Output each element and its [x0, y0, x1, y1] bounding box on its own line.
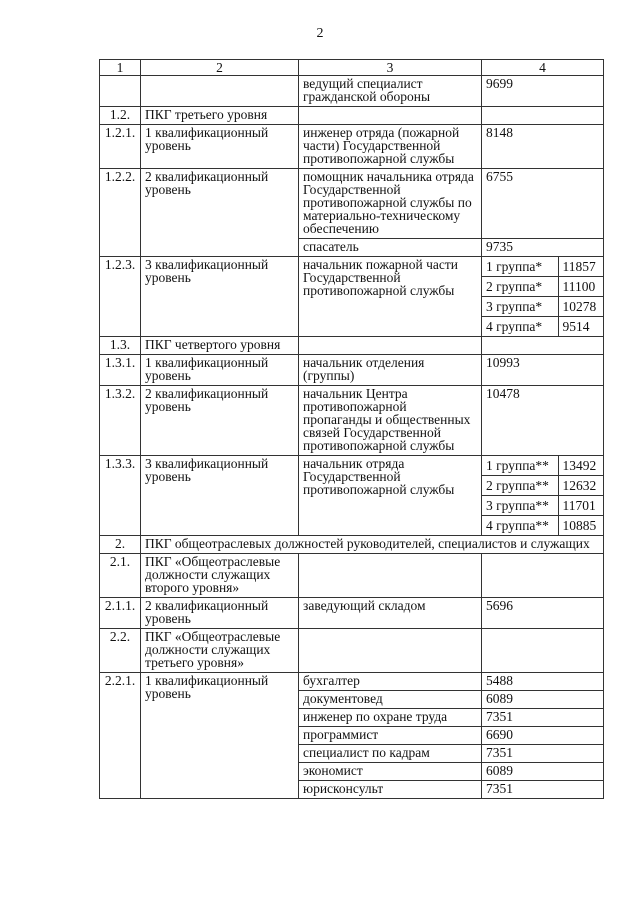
group-salary: 11857 [558, 257, 603, 277]
group-row [482, 297, 603, 317]
row-number [100, 76, 141, 107]
salary-table [99, 59, 604, 799]
row-number: 1.2. [100, 107, 141, 125]
table-row [100, 76, 604, 107]
group-row [482, 317, 603, 337]
table-row [100, 355, 604, 386]
salary-cell: 9735 [482, 239, 604, 257]
position-cell: помощник начальника отряда Государственной противопожарной службы по материально-техническому обеспечению [299, 169, 482, 239]
level-cell: 3 квалификационный уровень [141, 257, 299, 337]
group-salary-table [482, 257, 603, 336]
position-cell: начальник отряда Государственной противопожарной службы [299, 456, 482, 536]
position-cell: специалист по кадрам [299, 745, 482, 763]
row-number: 1.3. [100, 337, 141, 355]
row-number: 2.2.1. [100, 673, 141, 799]
section-title: ПКГ «Общеотраслевые должности служащих второго уровня» [141, 554, 299, 598]
position-cell: заведующий складом [299, 598, 482, 629]
salary-cell: 10993 [482, 355, 604, 386]
row-number: 2.1. [100, 554, 141, 598]
position-cell: юрисконсульт [299, 781, 482, 799]
group-salary: 11701 [558, 496, 603, 516]
group-label: 3 группа* [482, 297, 558, 317]
row-number: 2.2. [100, 629, 141, 673]
group-label: 4 группа* [482, 317, 558, 337]
salary-cell: 8148 [482, 125, 604, 169]
section-row [100, 107, 604, 125]
level-cell: 1 квалификационный уровень [141, 125, 299, 169]
group-salary-cell [482, 456, 604, 536]
group-row [482, 277, 603, 297]
salary-cell: 5488 [482, 673, 604, 691]
salary-cell: 6089 [482, 691, 604, 709]
section-row [100, 554, 604, 598]
group-row [482, 516, 603, 536]
level-cell: 2 квалификационный уровень [141, 169, 299, 257]
group-salary: 12632 [558, 476, 603, 496]
group-salary-table [482, 456, 603, 535]
group-row [482, 476, 603, 496]
empty-cell [299, 629, 482, 673]
level-cell: 2 квалификационный уровень [141, 598, 299, 629]
position-cell: начальник отделения (группы) [299, 355, 482, 386]
level-cell: 1 квалификационный уровень [141, 355, 299, 386]
salary-cell: 7351 [482, 781, 604, 799]
section-title: ПКГ четвертого уровня [141, 337, 299, 355]
salary-cell: 10478 [482, 386, 604, 456]
section-row [100, 337, 604, 355]
salary-cell: 7351 [482, 709, 604, 727]
group-row [482, 456, 603, 476]
salary-cell: 6690 [482, 727, 604, 745]
position-cell: документовед [299, 691, 482, 709]
group-label: 4 группа** [482, 516, 558, 536]
table-row [100, 456, 604, 536]
table-row [100, 598, 604, 629]
group-label: 1 группа* [486, 259, 543, 274]
salary-cell: 6755 [482, 169, 604, 239]
group-salary: 11100 [558, 277, 603, 297]
level-cell: 2 квалификационный уровень [141, 386, 299, 456]
group-row [482, 496, 603, 516]
level-cell: 3 квалификационный уровень [141, 456, 299, 536]
empty-cell [299, 337, 482, 355]
row-number: 1.2.1. [100, 125, 141, 169]
position-cell: инженер по охране труда [299, 709, 482, 727]
level-cell: 1 квалификационный уровень [141, 673, 299, 799]
table-row [100, 125, 604, 169]
level-cell [141, 76, 299, 107]
empty-cell [482, 107, 604, 125]
group-label: 1 группа** [486, 458, 549, 473]
position-cell: инженер отряда (пожарной части) Государственной противопожарной службы [299, 125, 482, 169]
salary-cell: 7351 [482, 745, 604, 763]
section-row [100, 536, 604, 554]
group-label: 3 группа** [482, 496, 558, 516]
empty-cell [482, 337, 604, 355]
row-number: 1.2.3. [100, 257, 141, 337]
section-title: ПКГ третьего уровня [141, 107, 299, 125]
group-salary: 9514 [558, 317, 603, 337]
empty-cell [482, 629, 604, 673]
empty-cell [482, 554, 604, 598]
section-row [100, 629, 604, 673]
row-number: 2. [100, 536, 141, 554]
position-cell: начальник Центра противопожарной пропаганды и общественных связей Государственной противопожарной службы [299, 386, 482, 456]
position-cell: экономист [299, 763, 482, 781]
position-cell: спасатель [299, 239, 482, 257]
group-salary: 10885 [558, 516, 603, 536]
header-cell: 1 [100, 60, 141, 76]
salary-cell: 9699 [482, 76, 604, 107]
position-cell: программист [299, 727, 482, 745]
group-row [482, 257, 603, 277]
row-number: 1.3.2. [100, 386, 141, 456]
table-row [100, 673, 604, 691]
header-cell: 2 [141, 60, 299, 76]
header-cell: 3 [299, 60, 482, 76]
row-number: 1.3.3. [100, 456, 141, 536]
position-cell: ведущий специалист гражданской обороны [299, 76, 482, 107]
empty-cell [299, 107, 482, 125]
section-title: ПКГ «Общеотраслевые должности служащих третьего уровня» [141, 629, 299, 673]
group-salary-cell [482, 257, 604, 337]
group-label: 2 группа* [482, 277, 558, 297]
position-cell: бухгалтер [299, 673, 482, 691]
header-cell: 4 [482, 60, 604, 76]
salary-cell: 6089 [482, 763, 604, 781]
section-title: ПКГ общеотраслевых должностей руководителей, специалистов и служащих [141, 536, 604, 554]
page-number: 2 [316, 26, 324, 41]
table-row [100, 169, 604, 239]
row-number: 2.1.1. [100, 598, 141, 629]
row-number: 1.3.1. [100, 355, 141, 386]
table-row [100, 257, 604, 337]
group-label: 2 группа** [482, 476, 558, 496]
group-salary: 13492 [558, 456, 603, 476]
row-number: 1.2.2. [100, 169, 141, 257]
header-row [100, 60, 604, 76]
group-salary: 10278 [558, 297, 603, 317]
position-cell: начальник пожарной части Государственной противопожарной службы [299, 257, 482, 337]
empty-cell [299, 554, 482, 598]
table-row [100, 386, 604, 456]
salary-cell: 5696 [482, 598, 604, 629]
